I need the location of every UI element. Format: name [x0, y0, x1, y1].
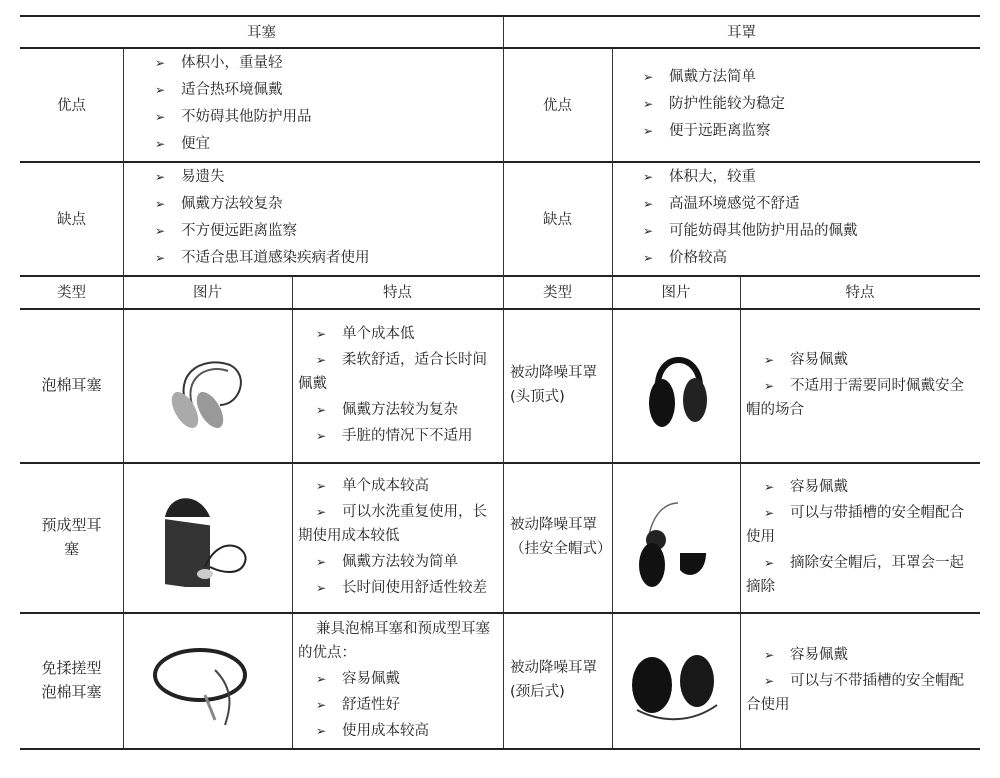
arrow-bullet-icon: ➢ [316, 555, 327, 569]
col-type: 类型 [57, 285, 86, 301]
arrow-bullet-icon: ➢ [316, 479, 327, 493]
arrow-bullet-icon: ➢ [316, 698, 327, 712]
arrow-bullet-icon: ➢ [316, 581, 327, 595]
list-item [643, 91, 973, 118]
list-item [155, 164, 495, 191]
arrow-bullet-icon: ➢ [155, 197, 166, 211]
feature-item [298, 322, 498, 346]
feature-text: 手脏的情况下不适用 [342, 428, 473, 444]
arrow-bullet-icon: ➢ [155, 83, 166, 97]
feature-item [746, 551, 974, 599]
earplug-pros-list [155, 47, 495, 161]
arrow-bullet-icon: ➢ [155, 137, 166, 151]
divider [123, 47, 124, 748]
earmuff-type: 被动降噪耳罩(头顶式) [510, 365, 597, 405]
feature-text: 单个成本低 [342, 326, 415, 342]
plug-features-list [298, 308, 498, 462]
arrow-bullet-icon: ➢ [155, 170, 166, 184]
arrow-bullet-icon: ➢ [316, 327, 327, 341]
col-picture: 图片 [193, 285, 222, 301]
list-item-text: 价格较高 [669, 250, 727, 266]
pros-label: 优点 [543, 97, 572, 114]
col-picture: 图片 [661, 285, 691, 301]
foam-earplug-image [150, 345, 260, 435]
earplug-type: 预成型耳塞 [41, 516, 102, 558]
feature-text: 容易佩戴 [790, 352, 848, 368]
list-item [155, 50, 495, 77]
arrow-bullet-icon: ➢ [643, 123, 654, 138]
list-item [155, 77, 495, 104]
arrow-bullet-icon: ➢ [764, 674, 775, 688]
muff-features-list [746, 308, 974, 462]
feature-item [746, 669, 974, 717]
arrow-bullet-icon: ➢ [764, 379, 775, 393]
feature-text: 摘除安全帽后，耳罩会一起摘除 [746, 555, 964, 595]
feature-item [298, 474, 498, 498]
arrow-bullet-icon: ➢ [155, 251, 166, 265]
feature-item [298, 667, 498, 691]
earplug-type: 免揉搓型泡棉耳塞 [41, 659, 102, 701]
headband-earmuff-image [640, 345, 720, 435]
feature-text: 容易佩戴 [342, 671, 400, 687]
feature-text: 不适用于需要同时佩戴安全帽的场合 [746, 378, 964, 418]
feature-text: 佩戴方法较为复杂 [342, 402, 458, 418]
muff-features-list [746, 462, 974, 612]
list-item [643, 245, 973, 272]
earmuff-type: 被动降噪耳罩(颈后式) [510, 660, 597, 700]
list-item-text: 防护性能较为稳定 [669, 95, 785, 112]
list-item-text: 易遗失 [181, 169, 225, 185]
push-free-foam-earplug-image [145, 640, 265, 730]
cons-label: 缺点 [543, 211, 572, 228]
arrow-bullet-icon: ➢ [764, 506, 775, 520]
header-earmuff: 耳罩 [727, 24, 756, 41]
divider [612, 47, 613, 748]
arrow-bullet-icon: ➢ [155, 110, 166, 124]
earplug-cons-list [155, 161, 495, 275]
list-item [155, 191, 495, 218]
feature-text: 单个成本较高 [342, 478, 429, 494]
list-item-text: 可能妨碍其他防护用品的佩戴 [669, 223, 858, 239]
arrow-bullet-icon: ➢ [764, 648, 775, 662]
list-item [155, 104, 495, 131]
feature-item [298, 719, 498, 743]
arrow-bullet-icon: ➢ [316, 672, 327, 686]
divider [740, 275, 741, 748]
feature-text: 可以水洗重复使用，长期使用成本较低 [298, 504, 487, 544]
feature-text: 柔软舒适，适合长时间佩戴 [298, 352, 487, 392]
list-item-text: 体积大，较重 [669, 169, 756, 185]
arrow-bullet-icon: ➢ [155, 56, 166, 70]
arrow-bullet-icon: ➢ [643, 197, 654, 211]
feature-text: 兼具泡棉耳塞和预成型耳塞的优点： [298, 621, 490, 661]
arrow-bullet-icon: ➢ [316, 724, 327, 738]
list-item [643, 218, 973, 245]
arrow-bullet-icon: ➢ [643, 96, 654, 111]
rule [20, 748, 980, 750]
earmuff-cons-list [643, 161, 973, 275]
arrow-bullet-icon: ➢ [764, 556, 775, 570]
list-item [155, 131, 495, 158]
col-features: 特点 [845, 285, 875, 301]
feature-item [298, 617, 498, 665]
list-item [155, 218, 495, 245]
feature-item [298, 398, 498, 422]
arrow-bullet-icon: ➢ [764, 480, 775, 494]
feature-text: 容易佩戴 [790, 647, 848, 663]
earplug-type: 泡棉耳塞 [41, 376, 102, 394]
divider [292, 275, 293, 748]
earmuff-type: 被动降噪耳罩（挂安全帽式） [510, 517, 612, 557]
behind-neck-earmuff-image [622, 645, 732, 725]
arrow-bullet-icon: ➢ [316, 353, 327, 367]
premolded-earplug-image [150, 492, 260, 587]
feature-item [298, 550, 498, 574]
feature-text: 长时间使用舒适性较差 [342, 580, 487, 596]
pros-label: 优点 [57, 97, 86, 114]
feature-text: 佩戴方法较为简单 [342, 554, 458, 570]
list-item [155, 245, 495, 272]
list-item-text: 佩戴方法简单 [669, 68, 756, 85]
list-item [643, 164, 973, 191]
col-features: 特点 [383, 285, 412, 301]
arrow-bullet-icon: ➢ [316, 403, 327, 417]
arrow-bullet-icon: ➢ [155, 224, 166, 238]
arrow-bullet-icon: ➢ [643, 170, 654, 184]
feature-item [746, 348, 974, 372]
list-item-text: 高温环境感觉不舒适 [669, 196, 800, 212]
feature-text: 可以与不带插槽的安全帽配合使用 [746, 673, 964, 713]
feature-item [746, 374, 974, 422]
arrow-bullet-icon: ➢ [316, 505, 327, 519]
list-item [643, 64, 973, 91]
cons-label: 缺点 [57, 211, 86, 228]
plug-features-list [298, 462, 498, 612]
feature-text: 使用成本较高 [342, 723, 429, 739]
earmuff-pros-list [643, 47, 973, 161]
feature-item [298, 348, 498, 396]
list-item-text: 佩戴方法较复杂 [181, 196, 283, 212]
feature-text: 容易佩戴 [790, 479, 848, 495]
feature-item [298, 500, 498, 548]
list-item-text: 不方便远距离监察 [181, 223, 297, 239]
feature-item [746, 643, 974, 667]
arrow-bullet-icon: ➢ [316, 429, 327, 443]
list-item-text: 不适合患耳道感染疾病者使用 [181, 250, 370, 266]
header-earplug: 耳塞 [247, 24, 276, 41]
list-item-text: 便宜 [181, 136, 210, 152]
feature-text: 舒适性好 [342, 697, 400, 713]
feature-item [746, 501, 974, 549]
feature-item [746, 475, 974, 499]
helmet-mounted-earmuff-image [628, 495, 728, 590]
list-item-text: 适合热环境佩戴 [181, 82, 283, 98]
feature-item [298, 424, 498, 448]
arrow-bullet-icon: ➢ [643, 224, 654, 238]
arrow-bullet-icon: ➢ [764, 353, 775, 367]
list-item-text: 便于远距离监察 [669, 122, 771, 139]
list-item-text: 体积小，重量轻 [181, 55, 283, 71]
muff-features-list [746, 612, 974, 748]
list-item [643, 118, 973, 145]
feature-text: 可以与带插槽的安全帽配合使用 [746, 505, 964, 545]
feature-item [298, 693, 498, 717]
arrow-bullet-icon: ➢ [643, 69, 654, 84]
plug-features-list [298, 612, 498, 748]
list-item-text: 不妨碍其他防护用品 [181, 109, 312, 125]
arrow-bullet-icon: ➢ [643, 251, 654, 265]
feature-item [298, 576, 498, 600]
col-type: 类型 [543, 285, 572, 301]
list-item [643, 191, 973, 218]
